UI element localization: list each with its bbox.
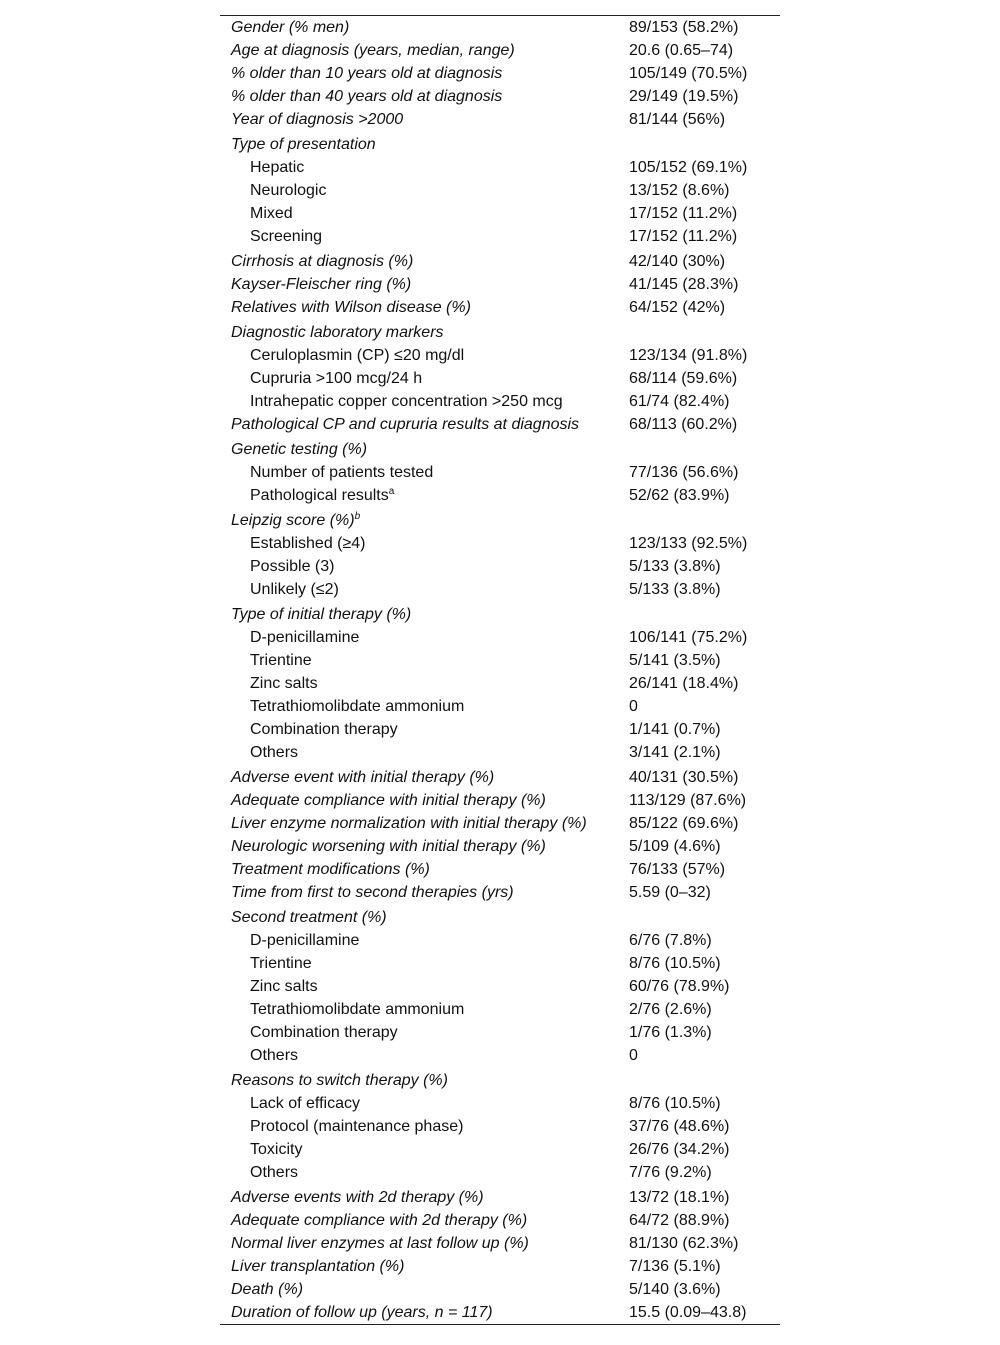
row-value: 77/136 (56.6%) (629, 464, 739, 481)
table-row (220, 603, 780, 626)
row-label: Genetic testing (%) (231, 441, 368, 458)
table-row (220, 649, 780, 672)
row-label: Mixed (250, 205, 293, 222)
table-row (220, 835, 780, 858)
row-value: 0 (629, 1047, 638, 1064)
row-label: Adverse event with initial therapy (%) (231, 769, 495, 786)
row-value (618, 509, 780, 532)
row-label-cell (220, 1115, 618, 1138)
row-label-cell (220, 108, 618, 131)
row-label: Type of presentation (231, 136, 376, 153)
row-label: Intrahepatic copper concentration >250 mcg (250, 393, 563, 410)
row-value: 89/153 (58.2%) (629, 19, 739, 36)
row-label-cell (220, 906, 618, 929)
row-value: 76/133 (57%) (629, 861, 726, 878)
row-label: Established (≥4) (250, 535, 366, 552)
row-label: Neurologic worsening with initial therapy (%) (231, 838, 546, 855)
row-label: Normal liver enzymes at last follow up (%) (231, 1235, 529, 1252)
row-label: Death (%) (231, 1281, 304, 1298)
row-label: Tetrathiomolibdate ammonium (250, 698, 465, 715)
table-row (220, 321, 780, 344)
row-value: 105/152 (69.1%) (629, 159, 748, 176)
row-label: Type of initial therapy (%) (231, 606, 412, 623)
row-label: Cupruria >100 mcg/24 h (250, 370, 423, 387)
row-value: 81/130 (62.3%) (629, 1235, 739, 1252)
row-label-cell (220, 62, 618, 85)
row-value: 123/134 (91.8%) (629, 347, 748, 364)
row-label-cell (220, 202, 618, 225)
row-value: 13/152 (8.6%) (629, 182, 730, 199)
row-label: Age at diagnosis (years, median, range) (231, 42, 515, 59)
row-value: 41/145 (28.3%) (629, 276, 739, 293)
row-label-cell (220, 741, 618, 764)
row-label: Lack of efficacy (250, 1095, 360, 1112)
row-label: Pathological CP and cupruria results at diagnosis (231, 416, 580, 433)
table-row (220, 1209, 780, 1232)
table-row (220, 39, 780, 62)
row-label-cell (220, 1255, 618, 1278)
row-value: 52/62 (83.9%) (629, 487, 730, 504)
row-label-cell (220, 626, 618, 649)
row-value (618, 321, 780, 344)
row-label-cell (220, 1021, 618, 1044)
row-label: Combination therapy (250, 1024, 398, 1041)
row-label: Protocol (maintenance phase) (250, 1118, 464, 1135)
row-label: Cirrhosis at diagnosis (%) (231, 253, 414, 270)
row-label-cell (220, 1138, 618, 1161)
table-row (220, 225, 780, 248)
table-row (220, 250, 780, 273)
row-label: Unlikely (≤2) (250, 581, 339, 598)
table-row (220, 766, 780, 789)
row-label: % older than 40 years old at diagnosis (231, 88, 503, 105)
row-label: Others (250, 1164, 299, 1181)
table-row (220, 1044, 780, 1067)
row-label-cell (220, 578, 618, 601)
row-label: Trientine (250, 652, 312, 669)
row-value: 15.5 (0.09–43.8) (629, 1304, 747, 1321)
table-row (220, 273, 780, 296)
row-value: 5/140 (3.6%) (629, 1281, 721, 1298)
table-row (220, 202, 780, 225)
row-label-cell (220, 225, 618, 248)
row-label-cell (220, 998, 618, 1021)
row-label-cell (220, 1092, 618, 1115)
row-label-cell (220, 344, 618, 367)
row-label: Zinc salts (250, 675, 318, 692)
row-label-cell (220, 413, 618, 436)
row-label-cell (220, 1069, 618, 1092)
row-label-cell (220, 250, 618, 273)
row-value (618, 1069, 780, 1092)
table-row (220, 532, 780, 555)
row-value: 7/136 (5.1%) (629, 1258, 721, 1275)
table-row (220, 1278, 780, 1301)
row-label: Pathological results (250, 487, 389, 504)
row-label: Reasons to switch therapy (%) (231, 1072, 448, 1089)
row-label: Hepatic (250, 159, 305, 176)
row-value (618, 133, 780, 156)
row-label-cell (220, 509, 618, 532)
row-label: Time from first to second therapies (yrs) (231, 884, 514, 901)
row-value (618, 438, 780, 461)
table-row (220, 998, 780, 1021)
table-row (220, 555, 780, 578)
table-row (220, 1115, 780, 1138)
table-row (220, 390, 780, 413)
table-row (220, 695, 780, 718)
row-label: Trientine (250, 955, 312, 972)
row-label-cell (220, 1232, 618, 1255)
row-label-cell (220, 1186, 618, 1209)
row-value: 64/72 (88.9%) (629, 1212, 730, 1229)
row-label-cell (220, 461, 618, 484)
table-row (220, 1301, 780, 1324)
row-value: 5/133 (3.8%) (629, 581, 721, 598)
row-label: Adequate compliance with initial therapy (%) (231, 792, 546, 809)
row-value: 81/144 (56%) (629, 111, 726, 128)
table-row (220, 881, 780, 904)
row-value: 5/109 (4.6%) (629, 838, 721, 855)
table-row (220, 133, 780, 156)
row-value: 0 (629, 698, 638, 715)
row-label-cell (220, 603, 618, 626)
row-value: 2/76 (2.6%) (629, 1001, 712, 1018)
row-value: 5/133 (3.8%) (629, 558, 721, 575)
row-label-cell (220, 812, 618, 835)
table-row (220, 413, 780, 436)
row-value: 20.6 (0.65–74) (629, 42, 734, 59)
row-label: Tetrathiomolibdate ammonium (250, 1001, 465, 1018)
row-label: Possible (3) (250, 558, 335, 575)
row-label-cell (220, 858, 618, 881)
row-label-cell (220, 835, 618, 858)
table-row (220, 952, 780, 975)
row-label: Screening (250, 228, 323, 245)
row-label-cell (220, 367, 618, 390)
table-row (220, 741, 780, 764)
row-label-cell (220, 929, 618, 952)
row-label-cell (220, 1044, 618, 1067)
row-value: 8/76 (10.5%) (629, 1095, 721, 1112)
row-label: Adequate compliance with 2d therapy (%) (231, 1212, 528, 1229)
row-label-cell (220, 273, 618, 296)
row-value: 1/76 (1.3%) (629, 1024, 712, 1041)
row-value: 85/122 (69.6%) (629, 815, 739, 832)
row-label: Others (250, 1047, 299, 1064)
row-label-cell (220, 1301, 618, 1324)
row-label: Neurologic (250, 182, 327, 199)
table-row (220, 179, 780, 202)
row-value: 105/149 (70.5%) (629, 65, 748, 82)
row-value: 8/76 (10.5%) (629, 955, 721, 972)
row-label: Liver enzyme normalization with initial therapy (%) (231, 815, 587, 832)
table-row (220, 672, 780, 695)
table-row (220, 484, 780, 507)
row-label: Kayser-Fleischer ring (%) (231, 276, 412, 293)
row-label: % older than 10 years old at diagnosis (231, 65, 503, 82)
row-label: Ceruloplasmin (CP) ≤20 mg/dl (250, 347, 465, 364)
footnote-marker: b (354, 511, 361, 522)
row-label-cell (220, 975, 618, 998)
row-label-cell (220, 390, 618, 413)
row-label: Toxicity (250, 1141, 303, 1158)
row-label-cell (220, 133, 618, 156)
table-row (220, 718, 780, 741)
row-label-cell (220, 881, 618, 904)
table-row (220, 1138, 780, 1161)
table-row (220, 578, 780, 601)
row-label-cell (220, 156, 618, 179)
row-value: 1/141 (0.7%) (629, 721, 721, 738)
row-label-cell (220, 766, 618, 789)
table-row (220, 438, 780, 461)
table-row (220, 16, 780, 39)
row-label-cell (220, 718, 618, 741)
table-row (220, 1232, 780, 1255)
table-row (220, 62, 780, 85)
table-row (220, 1255, 780, 1278)
row-value: 5/141 (3.5%) (629, 652, 721, 669)
row-label-cell (220, 16, 618, 39)
table-row (220, 1021, 780, 1044)
row-value: 106/141 (75.2%) (629, 629, 748, 646)
row-label: Second treatment (%) (231, 909, 387, 926)
table-row (220, 156, 780, 179)
row-label: Liver transplantation (%) (231, 1258, 405, 1275)
row-value: 61/74 (82.4%) (629, 393, 730, 410)
row-value: 113/129 (87.6%) (629, 792, 747, 809)
row-label: Leipzig score (%) (231, 512, 355, 529)
row-label: Year of diagnosis >2000 (231, 111, 404, 128)
footnote-marker: a (388, 486, 395, 497)
row-label-cell (220, 789, 618, 812)
table-row (220, 461, 780, 484)
row-label: D-penicillamine (250, 932, 360, 949)
row-value (618, 906, 780, 929)
row-value: 68/113 (60.2%) (629, 416, 738, 433)
table-row (220, 906, 780, 929)
row-label-cell (220, 39, 618, 62)
row-label-cell (220, 952, 618, 975)
table-row (220, 1092, 780, 1115)
row-label: D-penicillamine (250, 629, 360, 646)
row-label: Others (250, 744, 299, 761)
row-label: Number of patients tested (250, 464, 434, 481)
row-value: 13/72 (18.1%) (629, 1189, 730, 1206)
row-value: 17/152 (11.2%) (629, 228, 738, 245)
row-label-cell (220, 532, 618, 555)
row-label-cell (220, 1161, 618, 1184)
row-label: Treatment modifications (%) (231, 861, 430, 878)
row-value: 40/131 (30.5%) (629, 769, 739, 786)
table-row (220, 929, 780, 952)
table-row (220, 296, 780, 319)
table-row (220, 509, 780, 532)
row-value: 5.59 (0–32) (629, 884, 711, 901)
row-label: Combination therapy (250, 721, 398, 738)
row-value: 123/133 (92.5%) (629, 535, 748, 552)
row-value: 7/76 (9.2%) (629, 1164, 712, 1181)
row-value: 17/152 (11.2%) (629, 205, 738, 222)
table-row (220, 812, 780, 835)
row-label: Relatives with Wilson disease (%) (231, 299, 471, 316)
row-label: Diagnostic laboratory markers (231, 324, 444, 341)
row-label-cell (220, 695, 618, 718)
table-row (220, 344, 780, 367)
row-label: Adverse events with 2d therapy (%) (231, 1189, 484, 1206)
table-row (220, 85, 780, 108)
row-label-cell (220, 438, 618, 461)
row-label-cell (220, 484, 618, 507)
row-label-cell (220, 649, 618, 672)
row-value: 3/141 (2.1%) (629, 744, 721, 761)
table-row (220, 858, 780, 881)
row-label-cell (220, 555, 618, 578)
row-label-cell (220, 1209, 618, 1232)
row-value (618, 603, 780, 626)
row-value: 6/76 (7.8%) (629, 932, 712, 949)
row-label-cell (220, 296, 618, 319)
table-row (220, 1161, 780, 1184)
row-label-cell (220, 85, 618, 108)
row-value: 37/76 (48.6%) (629, 1118, 730, 1135)
row-label-cell (220, 321, 618, 344)
row-value: 60/76 (78.9%) (629, 978, 730, 995)
row-label: Duration of follow up (years, n = 117) (231, 1304, 493, 1321)
row-value: 26/76 (34.2%) (629, 1141, 730, 1158)
row-label: Zinc salts (250, 978, 318, 995)
row-value: 29/149 (19.5%) (629, 88, 739, 105)
row-label: Gender (% men) (231, 19, 350, 36)
row-value: 64/152 (42%) (629, 299, 726, 316)
table-row (220, 789, 780, 812)
row-value: 42/140 (30%) (629, 253, 726, 270)
table-row (220, 1186, 780, 1209)
row-label-cell (220, 179, 618, 202)
table-row (220, 975, 780, 998)
characteristics-table (220, 15, 780, 1325)
table-row (220, 1069, 780, 1092)
row-label-cell (220, 1278, 618, 1301)
table-row (220, 108, 780, 131)
row-label-cell (220, 672, 618, 695)
row-value: 68/114 (59.6%) (629, 370, 738, 387)
row-value: 26/141 (18.4%) (629, 675, 739, 692)
table-row (220, 367, 780, 390)
table-row (220, 626, 780, 649)
